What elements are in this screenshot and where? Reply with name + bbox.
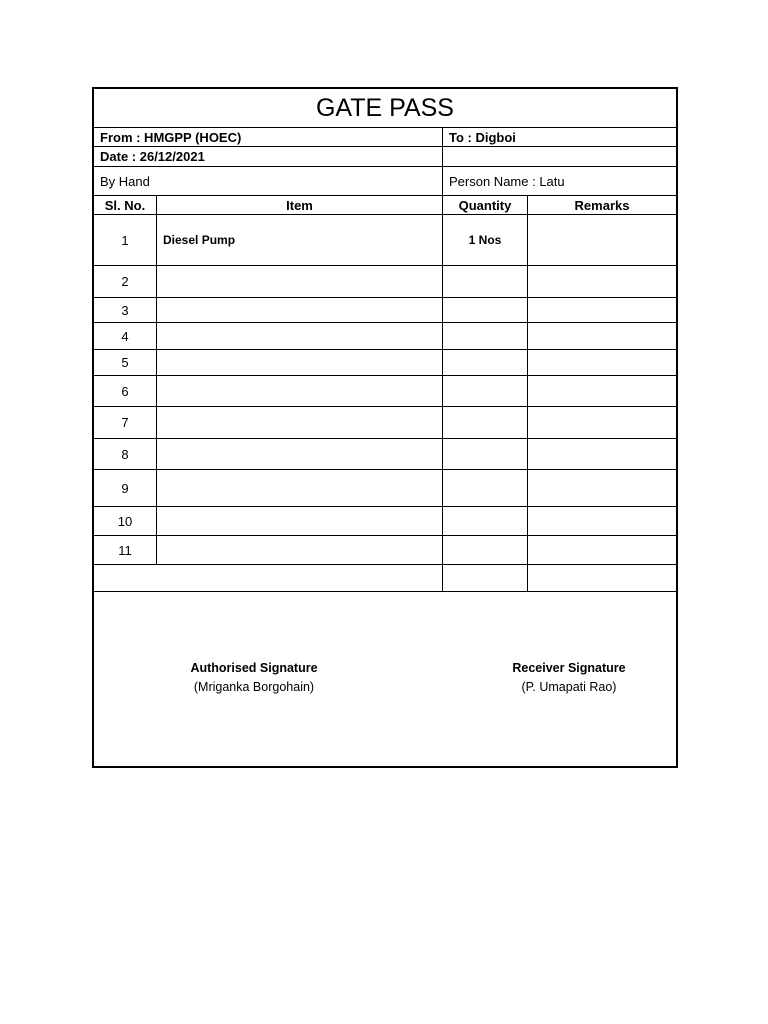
cell-item bbox=[156, 323, 442, 349]
date-row-blank bbox=[442, 147, 676, 166]
cell-remarks bbox=[527, 536, 676, 564]
cell-slno: 1 bbox=[121, 232, 129, 248]
gate-pass-form bbox=[92, 87, 678, 768]
table-row bbox=[94, 298, 676, 323]
cell-quantity bbox=[442, 266, 527, 297]
cell-item bbox=[156, 298, 442, 322]
column-header-quantity: Quantity bbox=[442, 196, 527, 214]
cell-item bbox=[156, 536, 442, 564]
authorised-signature-label: Authorised Signature bbox=[190, 661, 318, 675]
cell-item bbox=[156, 439, 442, 469]
cell-remarks bbox=[527, 298, 676, 322]
table-row bbox=[94, 439, 676, 470]
cell-remarks bbox=[527, 323, 676, 349]
cell-quantity bbox=[442, 536, 527, 564]
cell-remarks bbox=[527, 215, 676, 265]
mode-field: By Hand bbox=[100, 173, 150, 189]
cell-remarks bbox=[527, 507, 676, 535]
cell-quantity bbox=[442, 507, 527, 535]
date-row bbox=[94, 147, 676, 167]
cell-quantity: 1 Nos bbox=[442, 215, 527, 265]
date-field: Date : 26/12/2021 bbox=[100, 149, 205, 164]
authorised-signature-block bbox=[154, 661, 354, 694]
from-to-row bbox=[94, 128, 676, 147]
page-title: GATE PASS bbox=[315, 93, 454, 122]
cell-item bbox=[156, 376, 442, 406]
table-row bbox=[94, 350, 676, 376]
cell-slno: 4 bbox=[121, 328, 129, 344]
cell-quantity bbox=[442, 323, 527, 349]
authorised-signature-name: (Mriganka Borgohain) bbox=[193, 680, 315, 694]
cell-slno: 2 bbox=[121, 274, 129, 289]
cell-quantity bbox=[442, 298, 527, 322]
cell-slno: 6 bbox=[121, 383, 129, 399]
cell-quantity bbox=[442, 376, 527, 406]
cell-item bbox=[156, 407, 442, 438]
table-row bbox=[94, 323, 676, 350]
cell-item: Diesel Pump bbox=[156, 215, 442, 265]
from-field: From : HMGPP (HOEC) bbox=[100, 129, 242, 145]
cell-remarks bbox=[527, 439, 676, 469]
receiver-signature-label: Receiver Signature bbox=[512, 661, 626, 675]
blank-cell bbox=[442, 565, 527, 591]
cell-slno: 10 bbox=[117, 513, 133, 529]
to-field: To : Digboi bbox=[442, 128, 676, 146]
table-row bbox=[94, 407, 676, 439]
cell-item bbox=[156, 507, 442, 535]
blank-cell bbox=[527, 565, 676, 591]
table-row bbox=[94, 470, 676, 507]
cell-quantity bbox=[442, 350, 527, 375]
table-row bbox=[94, 215, 676, 266]
cell-slno: 11 bbox=[118, 542, 132, 558]
table-row bbox=[94, 536, 676, 565]
cell-remarks bbox=[527, 350, 676, 375]
cell-quantity bbox=[442, 407, 527, 438]
cell-slno: 9 bbox=[121, 480, 129, 496]
receiver-signature-name: (P. Umapati Rao) bbox=[521, 680, 617, 694]
column-header-item: Item bbox=[156, 196, 442, 214]
cell-quantity bbox=[442, 439, 527, 469]
receiver-signature-block bbox=[469, 661, 669, 694]
title-row bbox=[94, 89, 676, 128]
cell-remarks bbox=[527, 470, 676, 506]
blank-cell bbox=[94, 565, 442, 591]
table-row bbox=[94, 507, 676, 536]
cell-item bbox=[156, 350, 442, 375]
cell-slno: 8 bbox=[121, 446, 129, 462]
column-header-remarks: Remarks bbox=[527, 196, 676, 214]
cell-remarks bbox=[527, 407, 676, 438]
table-header bbox=[94, 196, 676, 215]
table-row bbox=[94, 376, 676, 407]
cell-remarks bbox=[527, 266, 676, 297]
cell-quantity bbox=[442, 470, 527, 506]
cell-slno: 5 bbox=[121, 355, 129, 370]
cell-item bbox=[156, 470, 442, 506]
table-row bbox=[94, 266, 676, 298]
cell-slno: 3 bbox=[121, 302, 129, 318]
blank-total-row bbox=[94, 565, 676, 592]
column-header-slno: Sl. No. bbox=[104, 197, 146, 213]
cell-remarks bbox=[527, 376, 676, 406]
cell-item bbox=[156, 266, 442, 297]
mode-person-row bbox=[94, 167, 676, 196]
cell-slno: 7 bbox=[121, 415, 129, 430]
person-field: Person Name : Latu bbox=[442, 167, 676, 195]
